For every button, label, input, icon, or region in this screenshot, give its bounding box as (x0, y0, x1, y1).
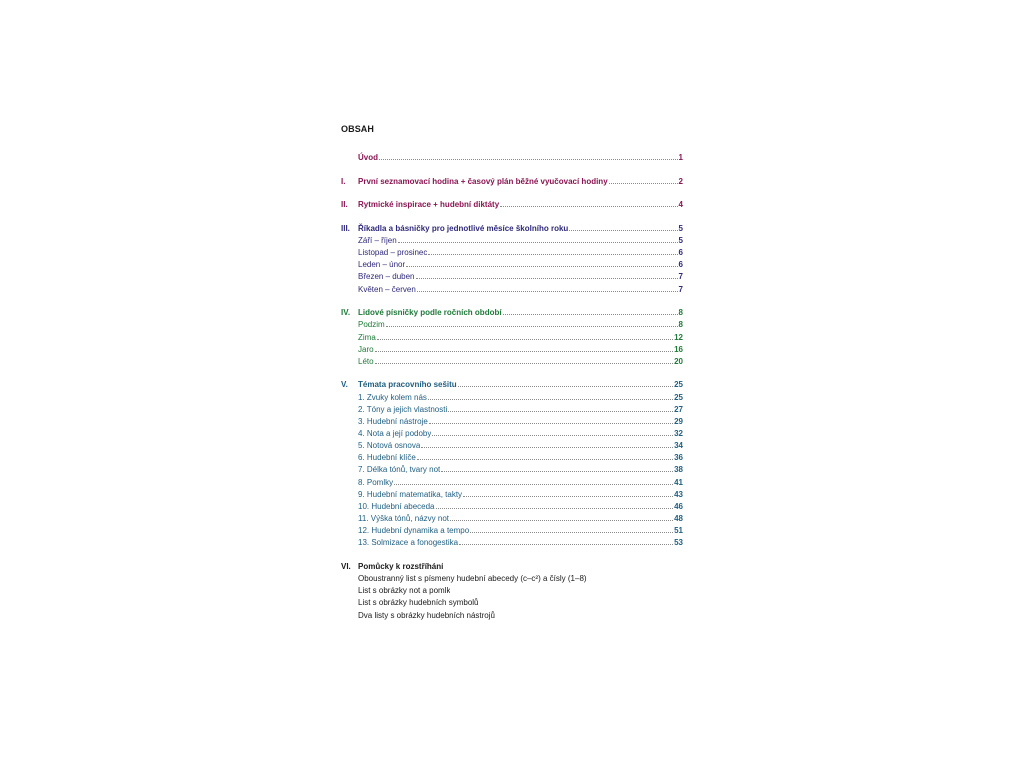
toc-entry (341, 307, 683, 319)
toc-section-6 (341, 561, 683, 622)
toc-entry (341, 561, 683, 573)
toc-subentry (341, 428, 683, 440)
dot-leader (379, 158, 678, 160)
page-number: 38 (674, 465, 683, 475)
toc-subentry (341, 537, 683, 549)
subentry-title: Léto (358, 356, 374, 366)
page-number: 5 (678, 223, 683, 233)
subentry-title: 7. Délka tónů, tvary not (358, 465, 441, 475)
dot-leader (503, 313, 678, 315)
dot-leader (470, 531, 673, 533)
toc-subentry (341, 319, 683, 331)
toc-subentry (341, 573, 683, 585)
subentry-title: Zima (358, 332, 376, 342)
subentry-title: 1. Zvuky kolem nás (358, 392, 427, 402)
toc-subentry (341, 404, 683, 416)
page-number: 6 (678, 248, 683, 258)
toc-entry (341, 199, 683, 211)
subentry-title: 12. Hudební dynamika a tempo (358, 526, 470, 536)
dot-leader (417, 290, 678, 292)
page-number: 27 (674, 404, 683, 414)
dot-leader (394, 483, 673, 485)
page-number: 12 (674, 332, 683, 342)
toc-entry (341, 176, 683, 188)
subentry-title: Září – říjen (358, 236, 397, 246)
dot-leader (416, 277, 678, 279)
dot-leader (417, 458, 673, 460)
toc-subentry (341, 610, 683, 622)
page-number: 7 (678, 272, 683, 282)
subentry-title: 13. Solmizace a fonogestika (358, 538, 459, 548)
dot-leader (450, 519, 673, 521)
section-title: První seznamovací hodina + časový plán běžné vyučovací hodiny (358, 176, 608, 186)
toc-section-4 (341, 307, 683, 368)
toc-section-1 (341, 176, 683, 188)
toc-entry (341, 152, 683, 164)
toc-subentry (341, 464, 683, 476)
toc-section-2 (341, 199, 683, 211)
subentry-title: 11. Výška tónů, názvy not (358, 514, 450, 524)
section-number: IV. (341, 308, 351, 318)
toc-subentry (341, 452, 683, 464)
toc-section-intro (341, 152, 683, 164)
dot-leader (429, 422, 673, 424)
toc-subentry (341, 597, 683, 609)
subentry-title: 10. Hudební abeceda (358, 501, 435, 511)
subentry-title: Březen – duben (358, 272, 415, 282)
section-number: V. (341, 380, 348, 390)
page-number: 25 (674, 380, 683, 390)
toc-subentry (341, 356, 683, 368)
page-number: 16 (674, 344, 683, 354)
subentry-title: Dva listy s obrázky hudebních nástrojů (358, 610, 495, 620)
dot-leader (421, 446, 673, 448)
page-number: 34 (674, 441, 683, 451)
dot-leader (428, 253, 677, 255)
section-title: Témata pracovního sešitu (358, 380, 457, 390)
toc-subentry (341, 392, 683, 404)
dot-leader (428, 398, 673, 400)
section-number: III. (341, 223, 350, 233)
subentry-title: Jaro (358, 344, 374, 354)
section-title: Úvod (358, 153, 378, 162)
section-title: Pomůcky k rozstříhání (358, 561, 444, 571)
subentry-title: 3. Hudební nástroje (358, 416, 428, 426)
dot-leader (436, 507, 674, 509)
subentry-title: Podzim (358, 320, 385, 330)
toc-subentry (341, 477, 683, 489)
section-title: Říkadla a básničky pro jednotlivé měsíce školního roku (358, 223, 569, 233)
toc-subentry (341, 501, 683, 513)
subentry-title: 4. Nota a její podoby (358, 429, 432, 439)
page-number: 51 (674, 526, 683, 536)
dot-leader (375, 362, 674, 364)
toc-subentry (341, 284, 683, 296)
section-number: II. (341, 200, 348, 210)
subentry-title: 5. Notová osnova (358, 441, 421, 451)
toc-subentry (341, 489, 683, 501)
toc-subentry (341, 271, 683, 283)
subentry-title: 8. Pomlky (358, 477, 394, 487)
dot-leader (448, 410, 673, 412)
dot-leader (609, 182, 678, 184)
page-number: 1 (678, 153, 683, 162)
subentry-title: 9. Hudební matematika, takty (358, 489, 463, 499)
subentry-title: Listopad – prosinec (358, 248, 428, 258)
subentry-title: List s obrázky hudebních symbolů (358, 598, 479, 608)
section-number: VI. (341, 561, 351, 571)
dot-leader (463, 495, 673, 497)
toc-subentry (341, 416, 683, 428)
dot-leader (441, 470, 673, 472)
page-number: 41 (674, 477, 683, 487)
toc-subentry (341, 332, 683, 344)
dot-leader (569, 229, 677, 231)
page-number: 36 (674, 453, 683, 463)
dot-leader (458, 385, 673, 387)
dot-leader (398, 241, 678, 243)
dot-leader (386, 325, 678, 327)
page-number: 53 (674, 538, 683, 548)
subentry-title: Leden – únor (358, 260, 406, 270)
dot-leader (377, 338, 673, 340)
toc-section-5 (341, 379, 683, 549)
page-number: 29 (674, 416, 683, 426)
toc-subentry (341, 585, 683, 597)
toc-entry (341, 223, 683, 235)
toc-subentry (341, 513, 683, 525)
dot-leader (500, 205, 677, 207)
page-number: 5 (678, 236, 683, 246)
toc-subentry (341, 235, 683, 247)
page-number: 46 (674, 501, 683, 511)
page-number: 48 (674, 514, 683, 524)
subentry-title: 6. Hudební klíče (358, 453, 416, 463)
page-number: 4 (678, 200, 683, 210)
subentry-title: Květen – červen (358, 284, 416, 294)
subentry-title: 2. Tóny a jejich vlastnosti (358, 404, 448, 414)
toc-entry (341, 379, 683, 391)
dot-leader (406, 265, 677, 267)
dot-leader (432, 434, 673, 436)
page-number: 8 (678, 308, 683, 318)
dot-leader (459, 543, 673, 545)
toc-heading: OBSAH (341, 124, 375, 134)
section-title: Lidové písničky podle ročních období (358, 308, 502, 318)
page-number: 43 (674, 489, 683, 499)
page-number: 6 (678, 260, 683, 270)
table-of-contents (341, 122, 683, 633)
page-number: 32 (674, 429, 683, 439)
page-number: 8 (678, 320, 683, 330)
page-number: 7 (678, 284, 683, 294)
page-number: 25 (674, 392, 683, 402)
toc-subentry (341, 247, 683, 259)
page-number: 2 (678, 176, 683, 186)
subentry-title: List s obrázky not a pomlk (358, 586, 451, 596)
section-number: I. (341, 176, 346, 186)
toc-subentry (341, 440, 683, 452)
toc-subentry (341, 525, 683, 537)
toc-section-3 (341, 223, 683, 296)
section-title: Rytmické inspirace + hudební diktáty (358, 200, 500, 210)
subentry-title: Oboustranný list s písmeny hudební abecedy (c–c²) a čísly (1–8) (358, 574, 587, 584)
page-number: 20 (674, 356, 683, 366)
dot-leader (375, 350, 674, 352)
toc-subentry (341, 344, 683, 356)
toc-subentry (341, 259, 683, 271)
